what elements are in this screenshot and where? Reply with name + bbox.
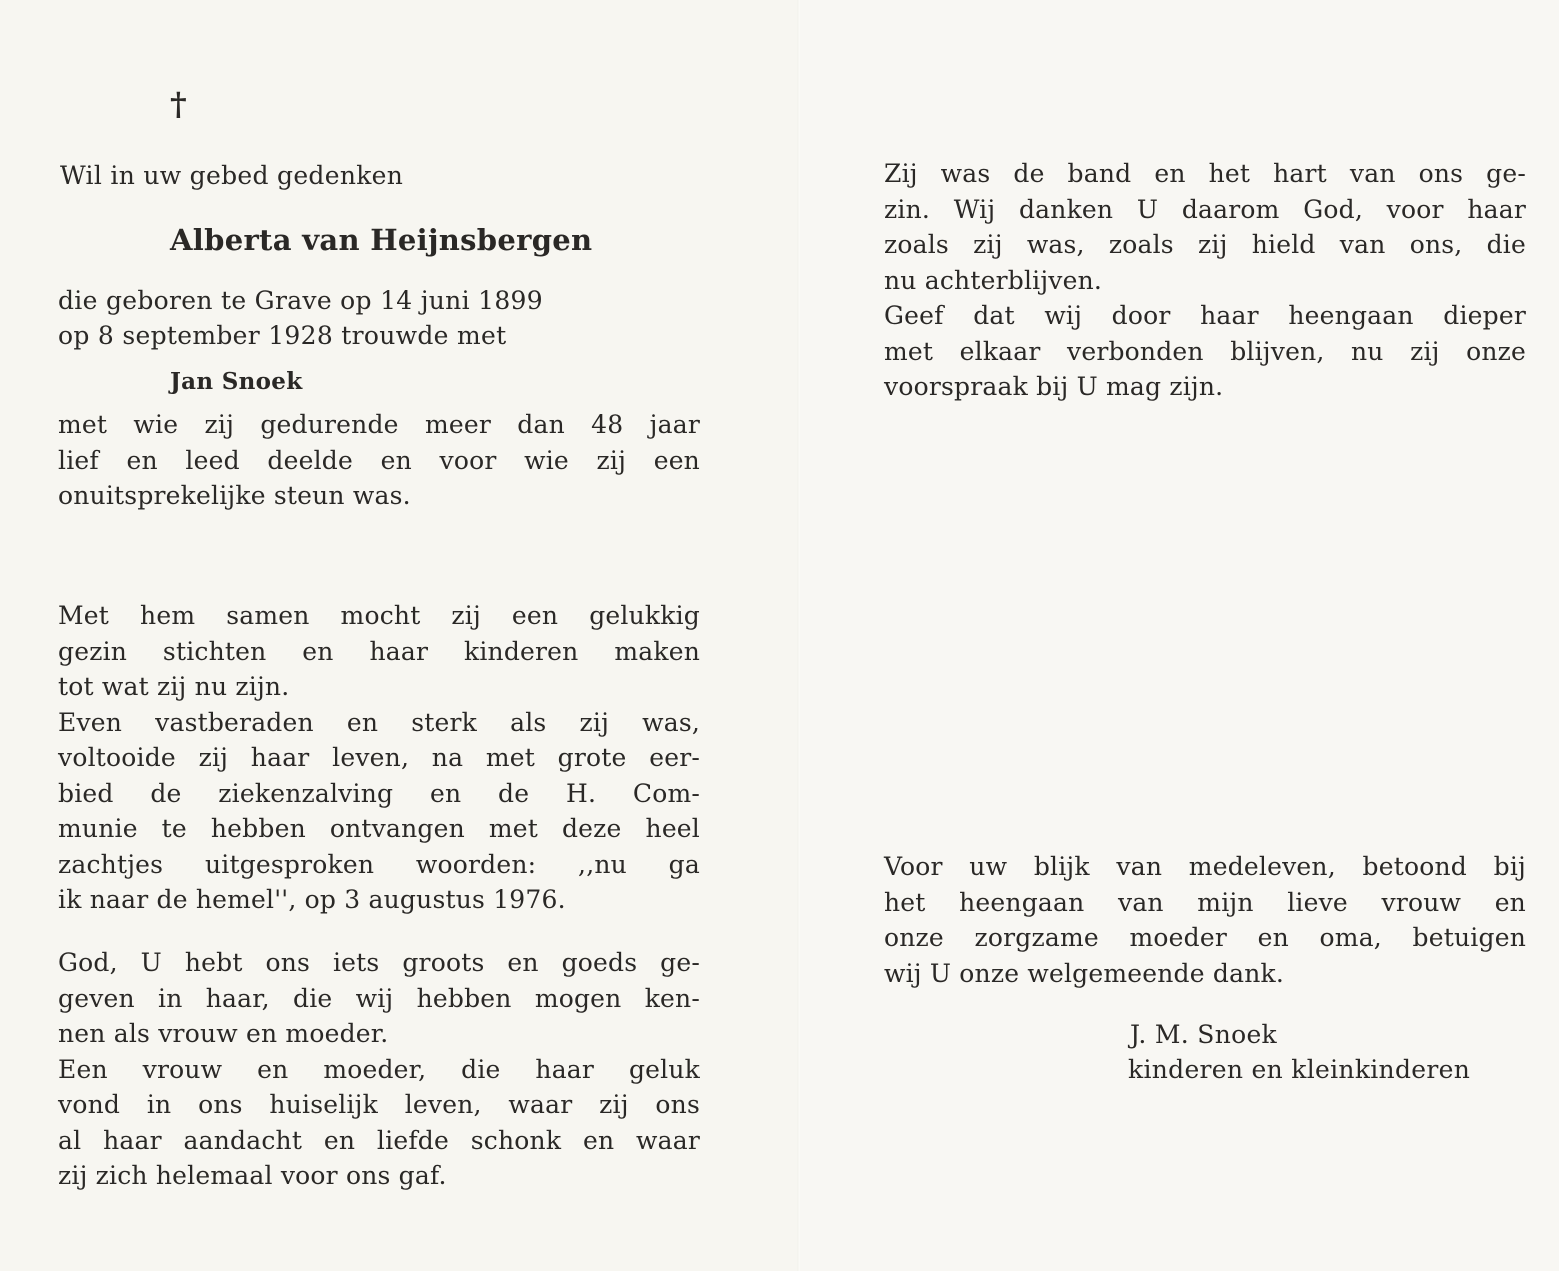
paragraph-life <box>58 598 700 918</box>
text-line: Even vastberaden en sterk als zij was, <box>58 707 700 737</box>
text-line: nen als vrouw en moeder. <box>58 1019 389 1048</box>
text-line: wij U onze welgemeende dank. <box>884 958 1285 988</box>
signature-family: kinderen en kleinkinderen <box>1128 1055 1471 1084</box>
text-line: God, U hebt ons iets groots en goeds ge- <box>58 948 700 977</box>
text-line: bied de ziekenzalving en de H. Com- <box>58 778 700 808</box>
text-line: voorspraak bij U mag zijn. <box>884 372 1224 401</box>
text-line: Geef dat wij door haar heengaan dieper <box>884 301 1526 330</box>
text-line: munie te hebben ontvangen met deze heel <box>58 814 700 843</box>
birth-line: die geboren te Grave op 14 juni 1899 <box>58 286 543 315</box>
text-line: Zij was de band en het hart van ons ge- <box>884 159 1526 188</box>
paragraph-thanks <box>884 849 1526 991</box>
text-line: Met hem samen mocht zij een gelukkig <box>58 601 700 630</box>
text-line: zoals zij was, zoals zij hield van ons, die <box>884 230 1526 259</box>
marriage-line: op 8 september 1928 trouwde met <box>58 321 507 350</box>
text-line: lief en leed deelde en voor wie zij een <box>58 445 700 475</box>
intro-line: Wil in uw gebed gedenken <box>60 161 404 190</box>
text-line: voltooide zij haar leven, na met grote eer- <box>58 743 700 772</box>
text-line: tot wat zij nu zijn. <box>58 672 290 701</box>
text-line: met wie zij gedurende meer dan 48 jaar <box>58 410 700 439</box>
text-line: met elkaar verbonden blijven, nu zij onze <box>884 336 1526 366</box>
text-line: al haar aandacht en liefde schonk en waar <box>58 1125 700 1155</box>
paragraph-marriage <box>58 407 700 514</box>
text-line: zin. Wij danken U daarom God, voor haar <box>884 194 1526 224</box>
text-line: het heengaan van mijn lieve vrouw en <box>884 887 1526 917</box>
text-line: onze zorgzame moeder en oma, betuigen <box>884 923 1526 952</box>
card-right-panel <box>800 0 1559 1271</box>
text-line: ik naar de hemel'', op 3 augustus 1976. <box>58 885 566 914</box>
signature-name: J. M. Snoek <box>1130 1020 1277 1049</box>
text-line: zij zich helemaal voor ons gaf. <box>58 1161 447 1190</box>
text-line: onuitsprekelijke steun was. <box>58 481 411 510</box>
text-line: zachtjes uitgesproken woorden: ,,nu ga <box>58 849 700 879</box>
text-line: vond in ons huiselijk leven, waar zij ons <box>58 1090 700 1119</box>
text-line: Een vrouw en moeder, die haar geluk <box>58 1054 700 1084</box>
paragraph-prayer <box>58 945 700 1194</box>
text-line: gezin stichten en haar kinderen maken <box>58 636 700 666</box>
text-line: nu achterblijven. <box>884 265 1103 295</box>
text-line: geven in haar, die wij hebben mogen ken- <box>58 983 700 1013</box>
deceased-name: Alberta van Heijnsbergen <box>170 223 593 257</box>
spouse-name: Jan Snoek <box>170 368 303 395</box>
paragraph-bond <box>884 156 1526 405</box>
cross-icon: † <box>170 85 187 123</box>
text-line: Voor uw blijk van medeleven, betoond bij <box>884 852 1526 881</box>
